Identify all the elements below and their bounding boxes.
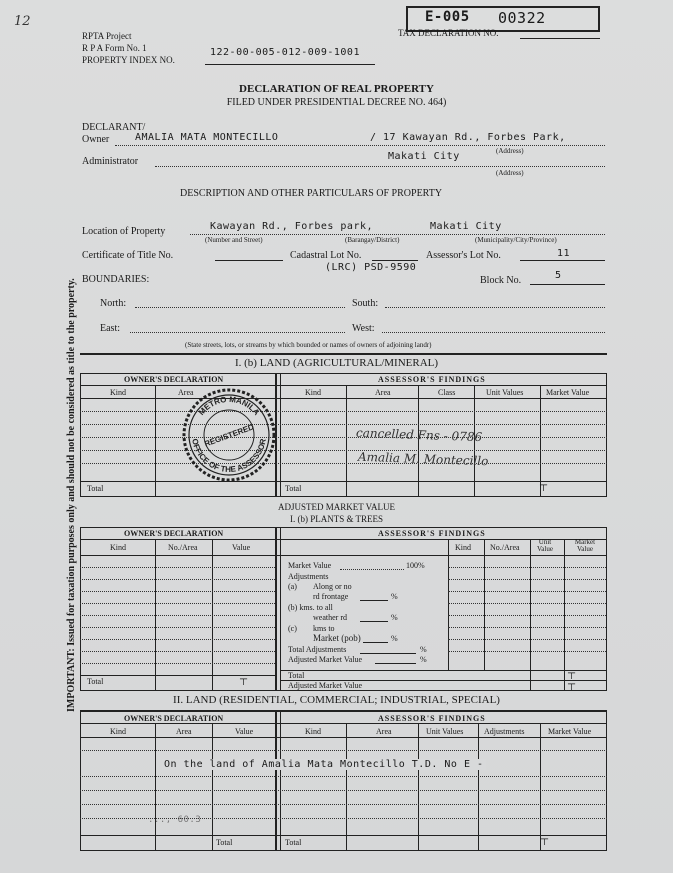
section3-col-unit-values: Unit Values <box>426 727 464 736</box>
s2-rrow6 <box>448 627 606 628</box>
section2-col-kind-right: Kind <box>455 543 471 552</box>
adj-along: Along or no <box>313 582 352 591</box>
s3-row3 <box>80 790 607 791</box>
block-value: 5 <box>555 270 562 281</box>
s1-row3 <box>80 437 607 438</box>
barangay-caption: (Barangay/District) <box>345 236 400 244</box>
adjusted-mv-line <box>375 663 416 664</box>
section1-owners-declaration: OWNER'S DECLARATION <box>124 375 224 384</box>
east-label: East: <box>100 323 120 334</box>
s2-lrow8 <box>80 651 275 652</box>
section2-title: I. (b) PLANTS & TREES <box>289 514 384 524</box>
adj-market-pob: Market (pob) <box>313 633 361 643</box>
adj-c-line <box>363 642 388 643</box>
cadastral-label: Cadastral Lot No. <box>290 250 362 261</box>
s2-lrow4 <box>80 603 275 604</box>
administrator-label: Administrator <box>82 156 139 167</box>
s3-v0 <box>80 710 81 850</box>
tax-dec-code: E-005 <box>425 9 470 25</box>
street-caption: (Number and Street) <box>205 236 263 244</box>
section1-col-kind-left: Kind <box>110 388 126 397</box>
east-line <box>130 332 345 333</box>
section3-typed-line: On the land of Amalia Mata Montecillo T.D. No E - <box>164 759 484 770</box>
adj-b-line <box>360 621 388 622</box>
s2-rrow5 <box>448 615 606 616</box>
assessor-lot-label: Assessor's Lot No. <box>426 250 501 261</box>
title-no-label: Certificate of Title No. <box>82 250 174 261</box>
section1-total-mark: ┬ <box>540 480 548 491</box>
handwritten-cancelled: cancelled Fns - 0786 <box>355 425 483 445</box>
section2-col-market-value: Market Value <box>574 538 596 553</box>
s3-bottom-rule <box>80 850 607 851</box>
document-subtitle: FILED UNDER PRESIDENTIAL DECREE NO. 464) <box>226 97 447 108</box>
s3-v5 <box>418 723 419 850</box>
section2-cols-rule-top <box>80 539 607 540</box>
section2-cols-rule <box>80 555 607 556</box>
section2-assessors-findings: ASSESSOR'S FINDINGS <box>378 529 486 538</box>
section2-adj-mv-row: Adjusted Market Value <box>288 681 363 690</box>
s3-v3b <box>280 710 281 850</box>
owner-line <box>115 145 605 146</box>
adj-weather: weather rd <box>313 613 347 622</box>
adj-a-line <box>360 600 388 601</box>
block-label: Block No. <box>480 275 522 286</box>
assessor-stamp <box>182 388 276 482</box>
block-line <box>530 284 605 285</box>
location-label: Location of Property <box>82 226 166 237</box>
s1-v7 <box>606 373 607 496</box>
administrator-line <box>155 166 605 167</box>
tax-dec-number: 00322 <box>498 9 546 27</box>
mv-line <box>340 569 404 570</box>
s3-v6 <box>478 723 479 850</box>
s3-v8 <box>606 710 607 850</box>
section2-col-kind-left: Kind <box>110 543 126 552</box>
address-caption-2: (Address) <box>496 169 524 177</box>
adjusted-mv: Adjusted Market Value <box>288 655 363 664</box>
section3-col-adjustments: Adjustments <box>484 727 525 736</box>
location-street: Kawayan Rd., Forbes park, <box>210 221 374 232</box>
s2-rrow1 <box>448 567 606 568</box>
section3-col-value-left: Value <box>235 727 254 736</box>
section1-col-class: Class <box>438 388 456 397</box>
north-label: North: <box>100 298 127 309</box>
s2-rrow3 <box>448 591 606 592</box>
margin-note: 12 <box>14 14 31 29</box>
s3-row5 <box>80 818 607 819</box>
south-label: South: <box>352 298 379 309</box>
s1-v1 <box>155 385 156 496</box>
s1-row1 <box>80 411 607 412</box>
total-adj-line <box>360 653 416 654</box>
s3-row1 <box>80 750 607 751</box>
west-label: West: <box>352 323 375 334</box>
cadastral-line <box>372 260 418 261</box>
stamp-seal-icon <box>182 388 276 482</box>
section1-header-rule <box>80 373 607 374</box>
form-number: R P A Form No. 1 <box>82 43 147 53</box>
administrator-address: Makati City <box>388 151 460 162</box>
project-label: RPTA Project <box>82 31 132 41</box>
mv-label: Market Value <box>288 561 332 570</box>
s3-v7 <box>540 723 541 850</box>
boundaries-note: (State streets, lots, or streams by which bounded or names of owners of adjoining landr) <box>185 341 432 349</box>
section2-owners-declaration: OWNER'S DECLARATION <box>124 529 224 538</box>
section1-col-unit-values: Unit Values <box>486 388 524 397</box>
s3-v4 <box>346 723 347 850</box>
section2-total-right-mark: ┬ <box>568 668 576 679</box>
south-line <box>385 307 605 308</box>
total-adj-pct: % <box>420 645 427 654</box>
s2-lrow5 <box>80 615 275 616</box>
s2-lrow7 <box>80 639 275 640</box>
section2-col-value-left: Value <box>232 543 251 552</box>
adj-b-pct: % <box>391 613 398 622</box>
section2-col-area-right: No./Area <box>490 543 520 552</box>
assessor-lot-value: 11 <box>557 248 571 259</box>
s2-bottom-rule <box>80 690 607 691</box>
section3-col-area-left: Area <box>176 727 192 736</box>
s1-bottom-rule <box>80 496 607 497</box>
adj-kms-to: kms to <box>313 624 335 633</box>
s2-v8 <box>606 527 607 690</box>
property-index-value: 122-00-005-012-009-1001 <box>210 47 360 58</box>
total-adjustments: Total Adjustments <box>288 645 347 654</box>
s2-rrow8 <box>448 651 606 652</box>
adj-c-pct: % <box>391 634 398 643</box>
s2-rrow2 <box>448 579 606 580</box>
section1-cols-rule-top <box>80 385 607 386</box>
address-caption: (Address) <box>496 147 524 155</box>
section3-total-left: Total <box>216 838 233 847</box>
handwritten-name: Amalia M. Montecillo <box>357 449 489 469</box>
section2-top-rule <box>80 527 607 528</box>
s2-v0 <box>80 527 81 690</box>
adj-c: (c) <box>288 624 297 633</box>
owner-value: AMALIA MATA MONTECILLO <box>135 132 279 143</box>
s3-total-rule <box>80 835 607 836</box>
section1-cols-rule <box>80 398 607 399</box>
mv-100pct: 100% <box>406 561 425 570</box>
west-line <box>382 332 605 333</box>
section2-adj-mv-mark: ┬ <box>568 679 576 690</box>
owner-label: Owner <box>82 134 110 145</box>
adj-a-pct: % <box>391 592 398 601</box>
section3-owners-declaration: OWNER'S DECLARATION <box>124 714 224 723</box>
title-no-line <box>215 260 283 261</box>
adjustments-label: Adjustments <box>288 572 329 581</box>
tax-dec-line <box>520 38 600 39</box>
s1-v3 <box>346 385 347 496</box>
s2-rrow7 <box>448 639 606 640</box>
important-notice: IMPORTANT: Issued for taxation purposes only and should not be considered as title to the property. <box>66 278 77 712</box>
s1-row5 <box>80 463 607 464</box>
s1-row4 <box>80 450 607 451</box>
section1-col-kind-right: Kind <box>305 388 321 397</box>
section1-total-right: Total <box>285 484 302 493</box>
municipality-caption: (Municipality/City/Province) <box>475 236 557 244</box>
s1-v2b <box>280 373 281 496</box>
section2-total-left: Total <box>87 677 104 686</box>
s2-v3 <box>275 527 277 690</box>
s2-total-rule-right <box>280 670 607 671</box>
section1-assessors-findings: ASSESSOR'S FINDINGS <box>378 375 486 384</box>
stamp-top-text: METRO MANILA <box>196 394 262 417</box>
s3-v3 <box>275 710 277 850</box>
s3-v1 <box>155 723 156 850</box>
adjusted-mv-pct: % <box>420 655 427 664</box>
s2-lrow2 <box>80 579 275 580</box>
section3-total-mark: ┬ <box>541 834 549 845</box>
section3-col-kind-right: Kind <box>305 727 321 736</box>
section1-col-area-right: Area <box>375 388 391 397</box>
section3-cols-rule <box>80 737 607 738</box>
s1-v0 <box>80 373 81 496</box>
section1-total-left: Total <box>87 484 104 493</box>
adj-b: (b) kms. to all <box>288 603 333 612</box>
section3-col-market-value: Market Value <box>548 727 592 736</box>
location-line <box>190 234 605 235</box>
section3-total-right: Total <box>285 838 302 847</box>
section1-title: I. (b) LAND (AGRICULTURAL/MINERAL) <box>234 357 439 369</box>
section3-title: II. LAND (RESIDENTIAL, COMMERCIAL; INDUSTRIAL, SPECIAL) <box>173 694 500 706</box>
s2-lrow6 <box>80 627 275 628</box>
s2-lrow3 <box>80 591 275 592</box>
property-index-line <box>205 64 375 65</box>
tax-dec-label: TAX DECLARATION NO. <box>398 28 499 38</box>
s2-lrow9 <box>80 663 275 664</box>
section3-faint-value: ..., 60.3 <box>148 815 202 825</box>
owner-address-value: / 17 Kawayan Rd., Forbes Park, <box>370 132 566 143</box>
section3-assessors-findings: ASSESSOR'S FINDINGS <box>378 714 486 723</box>
section3-top-rule <box>80 710 607 712</box>
lrc-value: (LRC) PSD-9590 <box>325 262 417 273</box>
stamp-bottom-text: OFFICE OF THE ASSESSOR <box>190 437 268 475</box>
stamp-middle-text: REGISTERED <box>203 422 256 449</box>
section3-col-kind-left: Kind <box>110 727 126 736</box>
description-heading: DESCRIPTION AND OTHER PARTICULARS OF PROPERTY <box>180 188 443 199</box>
s3-row2 <box>80 776 607 777</box>
s3-row4 <box>80 804 607 805</box>
declarant-label: DECLARANT/ <box>82 122 146 133</box>
svg-text:METRO MANILA <box>197 395 261 417</box>
section2-total-right: Total <box>288 671 305 680</box>
section2-col-area-left: No./Area <box>168 543 198 552</box>
adj-a: (a) <box>288 582 297 591</box>
section1-top-rule <box>80 353 607 355</box>
adj-rd-frontage: rd frontage <box>313 592 349 601</box>
s2-rrow4 <box>448 603 606 604</box>
section2-col-unit-value: Unit Value <box>537 538 553 553</box>
section3-col-area-right: Area <box>376 727 392 736</box>
s1-row2 <box>80 424 607 425</box>
s2-lrow1 <box>80 567 275 568</box>
s2-v3b <box>280 527 281 690</box>
section1-col-market-value: Market Value <box>546 388 590 397</box>
property-index-label: PROPERTY INDEX NO. <box>82 55 175 65</box>
section2-total-left-mark: ┬ <box>240 674 248 685</box>
svg-text:OFFICE OF THE ASSESSOR <box>190 438 268 474</box>
document-title: DECLARATION OF REAL PROPERTY <box>239 83 434 95</box>
section1-col-area-left: Area <box>178 388 194 397</box>
north-line <box>135 307 345 308</box>
s3-v2 <box>212 723 213 850</box>
s1-total-rule <box>80 481 607 482</box>
assessor-lot-line <box>520 260 605 261</box>
section2-amv-title: ADJUSTED MARKET VALUE <box>277 502 395 512</box>
section3-cols-rule-top <box>80 723 607 724</box>
location-city: Makati City <box>430 221 502 232</box>
boundaries-label: BOUNDARIES: <box>82 274 150 285</box>
